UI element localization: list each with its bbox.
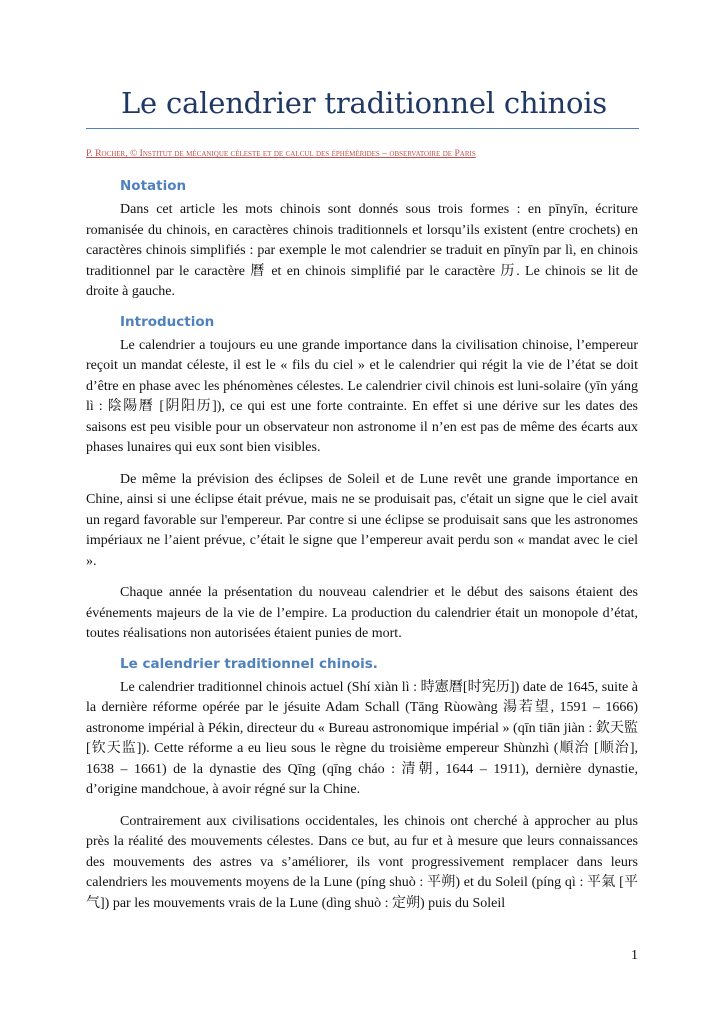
paragraph-intro-3: Chaque année la présentation du nouveau calendrier et le début des saisons étaient des événements majeurs de la vie de l’empire. La production du calendrier était un monopole d’état, toutes réalisations non autorisées étaient punies de mort.	[86, 585, 638, 641]
page-number: 1	[631, 948, 638, 963]
paragraph-intro-2: De même la prévision des éclipses de Soleil et de Lune revêt une grande importance en Chine, ainsi si une éclipse était prévue, mais ne se produisait pas, c'était un signe que le ciel avait un regard favorable sur l'empereur. Par contre si une éclipse se produisait sans que les astronomes impériaux ne l’aient prévue, c’était le signe que l’empereur avait perdu son « mandat avec le ciel ».	[86, 471, 638, 569]
heading-introduction: Introduction	[120, 313, 215, 330]
heading-calendrier-traditionnel: Le calendrier traditionnel chinois.	[120, 655, 378, 672]
document-title: Le calendrier traditionnel chinois	[121, 86, 607, 120]
paragraph-traditionnel-2: Contrairement aux civilisations occidentales, les chinois ont cherché à approcher au plus près la réalité des mouvements célestes. Dans ce but, au fur et à mesure que leurs connaissances des mouvements des astres va s’améliorer, ils vont progressivement remplacer dans leurs calendriers les mouvements moyens de la Lune (píng shuò : 平朔) et du Soleil (píng qì : 平氣 [平气]) par les mouvements vrais de la Lune (dìng shuò : 定朔) puis du Soleil	[86, 813, 638, 911]
author-link[interactable]: P. Rocher, © Institut de mécanique céleste et de calcul des éphémérides – observatoire de Paris	[86, 148, 476, 159]
paragraph-traditionnel-1: Le calendrier traditionnel chinois actuel (Shí xiàn lì : 時憲曆[时宪历]) date de 1645, suite à la dernière réforme opérée par le jésuite Adam Schall (Tāng Rùowàng 湯若望, 1591 – 1666) astronome impérial à Pékin, directeur du « Bureau astronomique impérial » (qīn tiān jiàn : 欽天監[钦天监]). Cette réforme a eu lieu sous le règne du troisième empereur Shùnzhì (順治 [顺治], 1638 – 1661) de la dynastie des Qīng (qīng cháo : 清朝, 1644 – 1911), dernière dynastie, d’origine mandchoue, à avoir régné sur la Chine.	[86, 679, 638, 797]
heading-notation: Notation	[120, 178, 187, 194]
paragraph-notation: Dans cet article les mots chinois sont donnés sous trois formes : en pīnyīn, écriture romanisée du chinois, en caractères chinois traditionnels et lorsqu’ils existent (entre crochets) en caractères chinois simplifiés : par exemple le mot calendrier se traduit en pīnyīn par lì, en chinois traditionnel par le caractère 曆 et en chinois simplifié par le caractère 历. Le chinois se lit de droite à gauche.	[86, 202, 638, 299]
paragraph-intro-1: Le calendrier a toujours eu une grande importance dans la civilisation chinoise, l’empereur reçoit un mandat céleste, il est le « fils du ciel » et le calendrier qui régit la vie de l’état se doit d’être en phase avec les phénomènes célestes. Le calendrier civil chinois est luni-solaire (yīn yáng lì : 陰陽曆 [阴阳历]), ce qui est une forte contrainte. En effet si une dérive sur les dates des saisons est peu visible pour un observateur non astronome il n’en est pas de même des écarts aux phases lunaires qui eux sont bien visibles.	[86, 337, 638, 455]
title-underline-rule	[86, 128, 639, 129]
document-body	[86, 172, 638, 914]
